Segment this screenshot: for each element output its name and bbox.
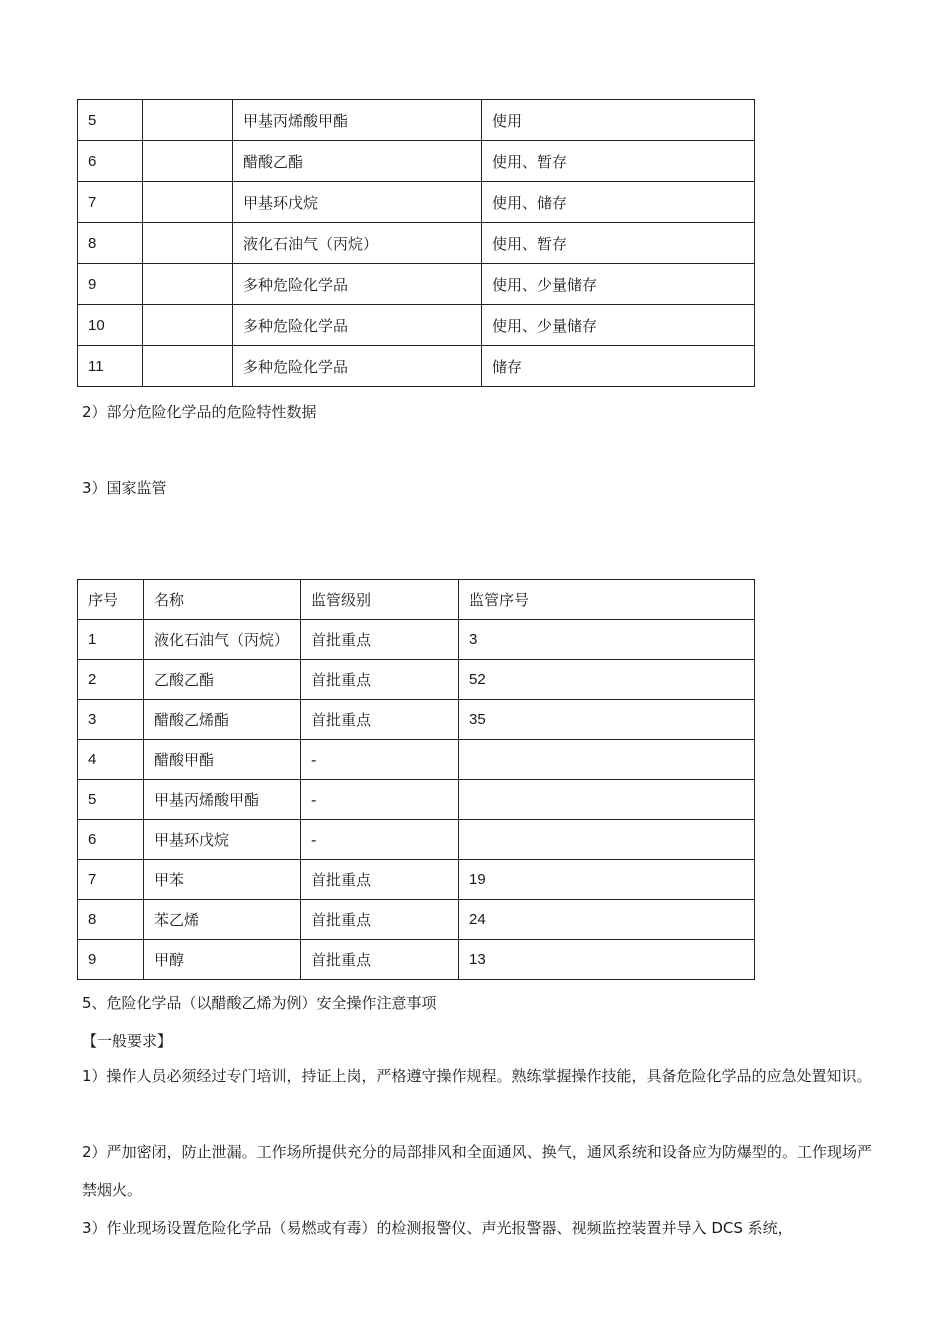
supervision-level: 首批重点 [301,860,459,900]
chemical-name: 多种危险化学品 [233,264,482,305]
table-row [78,820,755,860]
row-number: 6 [78,141,143,182]
row-number: 5 [78,780,144,820]
empty-cell [143,182,233,223]
table-row [78,660,755,700]
supervision-level: - [301,740,459,780]
paragraph-3: 3）作业现场设置危险化学品（易燃或有毒）的检测报警仪、声光报警器、视频监控装置并导入 DCS 系统， [82,1219,793,1237]
row-number: 1 [78,620,144,660]
table-row [78,900,755,940]
chemical-name: 甲苯 [144,860,301,900]
row-number: 7 [78,182,143,223]
chemical-name: 苯乙烯 [144,900,301,940]
section-heading-hazard-data: 2）部分危险化学品的危险特性数据 [82,403,317,421]
supervision-number: 13 [459,940,755,980]
supervision-number: 35 [459,700,755,740]
chemical-name: 甲醇 [144,940,301,980]
row-number: 5 [78,100,143,141]
table-header-row [78,580,755,620]
paragraph-2: 2）严加密闭，防止泄漏。工作场所提供充分的局部排风和全面通风、换气，通风系统和设备应为防爆型的。工作现场严禁烟火。 [82,1143,872,1199]
table-row [78,182,755,223]
usage-type: 使用、暂存 [482,223,755,264]
chemical-name: 醋酸乙烯酯 [144,700,301,740]
chemical-name: 醋酸乙酯 [233,141,482,182]
empty-cell [143,305,233,346]
row-number: 9 [78,940,144,980]
chemical-name: 液化石油气（丙烷） [233,223,482,264]
supervision-number [459,820,755,860]
table-row [78,740,755,780]
chemical-name: 多种危险化学品 [233,346,482,387]
supervision-number: 24 [459,900,755,940]
chemical-name: 乙酸乙酯 [144,660,301,700]
paragraph-1: 1）操作人员必须经过专门培训，持证上岗，严格遵守操作规程。熟练掌握操作技能，具备危险化学品的应急处置知识。 [82,1067,872,1085]
empty-cell [143,346,233,387]
row-number: 10 [78,305,143,346]
chemical-name: 醋酸甲酯 [144,740,301,780]
table-row [78,620,755,660]
header-cell: 序号 [78,580,144,620]
row-number: 6 [78,820,144,860]
section-heading-safety-operation: 5、危险化学品（以醋酸乙烯为例）安全操作注意事项 [82,994,437,1012]
usage-type: 使用 [482,100,755,141]
row-number: 8 [78,223,143,264]
usage-type: 使用、储存 [482,182,755,223]
supervision-number: 52 [459,660,755,700]
supervision-level: - [301,820,459,860]
row-number: 8 [78,900,144,940]
usage-type: 使用、少量储存 [482,264,755,305]
usage-type: 使用、暂存 [482,141,755,182]
supervision-level: 首批重点 [301,660,459,700]
chemical-name: 甲基环戊烷 [233,182,482,223]
chemical-name: 甲基环戊烷 [144,820,301,860]
row-number: 2 [78,660,144,700]
table-row [78,346,755,387]
header-cell: 监管级别 [301,580,459,620]
table-row [78,141,755,182]
section-heading-national-supervision: 3）国家监管 [82,479,167,497]
empty-cell [143,141,233,182]
row-number: 3 [78,700,144,740]
table-row [78,100,755,141]
row-number: 7 [78,860,144,900]
supervision-level: 首批重点 [301,940,459,980]
header-cell: 名称 [144,580,301,620]
supervision-level: 首批重点 [301,900,459,940]
table-row [78,780,755,820]
supervision-number: 3 [459,620,755,660]
supervision-table [77,579,755,980]
usage-type: 储存 [482,346,755,387]
supervision-level: 首批重点 [301,700,459,740]
usage-type: 使用、少量储存 [482,305,755,346]
chemical-name: 甲基丙烯酸甲酯 [233,100,482,141]
supervision-level: - [301,780,459,820]
table-row [78,940,755,980]
table-row [78,700,755,740]
supervision-level: 首批重点 [301,620,459,660]
row-number: 9 [78,264,143,305]
supervision-number [459,740,755,780]
row-number: 4 [78,740,144,780]
empty-cell [143,264,233,305]
chemical-name: 多种危险化学品 [233,305,482,346]
table-row [78,305,755,346]
table-row [78,264,755,305]
row-number: 11 [78,346,143,387]
supervision-number: 19 [459,860,755,900]
empty-cell [143,100,233,141]
table-row [78,860,755,900]
empty-cell [143,223,233,264]
chemical-name: 液化石油气（丙烷） [144,620,301,660]
supervision-number [459,780,755,820]
table-row [78,223,755,264]
general-requirements-title: 【一般要求】 [82,1032,173,1050]
header-cell: 监管序号 [459,580,755,620]
facility-chemicals-table [77,99,755,387]
chemical-name: 甲基丙烯酸甲酯 [144,780,301,820]
